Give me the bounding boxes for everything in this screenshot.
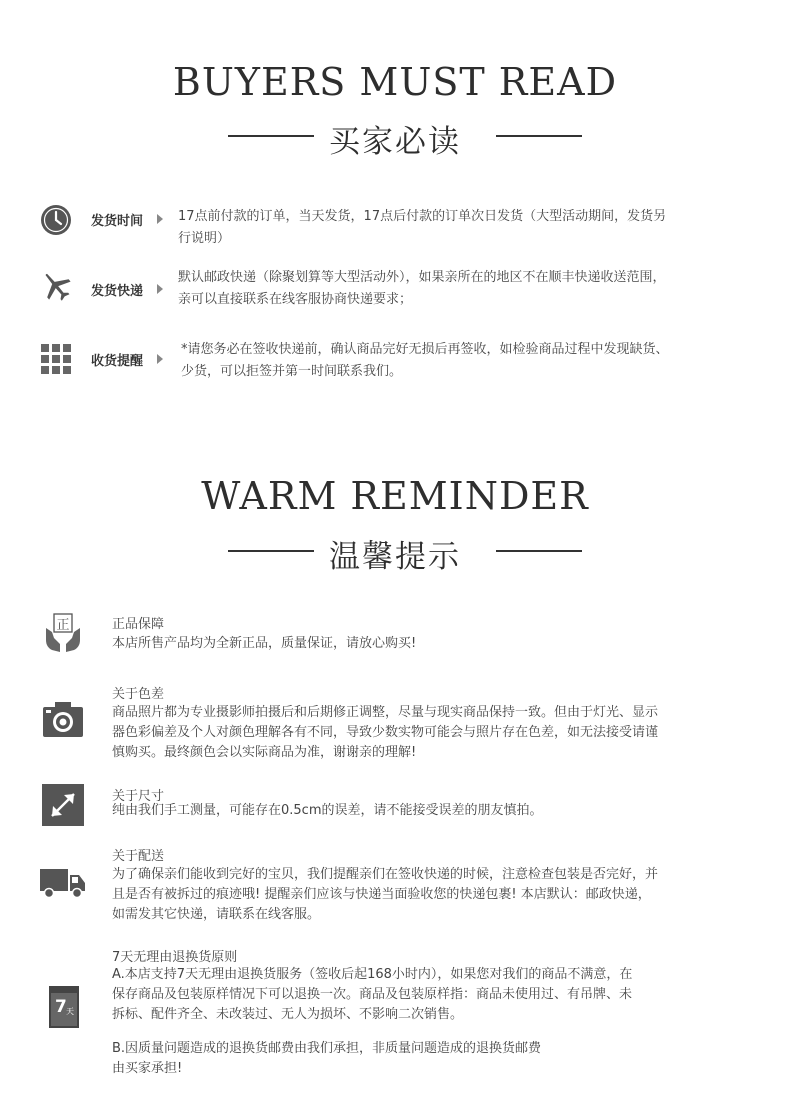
warm-title-zh: 温馨提示 bbox=[329, 539, 461, 575]
warm-item-text-b: B.因质量问题造成的退换货邮费由我们承担，非质量问题造成的退换货邮费 由买家承担! bbox=[112, 1041, 542, 1076]
title-divider-right bbox=[496, 135, 582, 137]
warm-item-text: 本店所售产品均为全新正品，质量保证，请放心购买! bbox=[112, 636, 417, 651]
resize-arrow-icon bbox=[40, 782, 86, 828]
buyers-text: 默认邮政快递（除聚划算等大型活动外），如果亲所在的地区不在顺丰快递收送范围， 亲可以直接联系在线客服协商快递要求； bbox=[178, 270, 666, 307]
buyers-text: 17点前付款的订单，当天发货，17点后付款的订单次日发货（大型活动期间，发货另 行说明） bbox=[178, 209, 667, 246]
warm-item-text-a: A.本店支持7天无理由退换货服务（签收后起168小时内），如果您对我们的商品不满意，在 保存商品及包装原样情况下可以退换一次。商品及包装原样指：商品未使用过、有吊牌、未 拆标、配件齐全、未改装过、无人为损坏、不影响二次销售。 bbox=[112, 967, 633, 1022]
airplane-icon bbox=[39, 269, 73, 303]
warm-item-delivery bbox=[0, 845, 790, 925]
warm-item-7-day-return bbox=[0, 944, 790, 1084]
buyers-item-delivery-time bbox=[0, 200, 790, 260]
buyers-label: 发货快递 bbox=[91, 284, 144, 299]
warm-item-title: 7天无理由退换货原则 bbox=[112, 950, 238, 965]
warm-item-color-difference bbox=[0, 683, 790, 763]
title-divider-right bbox=[496, 550, 582, 552]
arrow-right-icon bbox=[157, 214, 163, 224]
warm-item-title: 关于配送 bbox=[112, 849, 165, 864]
warm-item-text: 商品照片都为专业摄影师拍摄后和后期修正调整，尽量与现实商品保持一致。但由于灯光、显示 器色彩偏差及个人对颜色理解各有不同，导致少数实物可能会与照片存在色差，如无法接受请谨 慎购买。最终颜色会以实际商品为准，谢谢亲的理解! bbox=[112, 705, 659, 760]
clock-icon bbox=[39, 203, 73, 237]
buyers-text: *请您务必在签收快递前，确认商品完好无损后再签收，如检验商品过程中发现缺货、 少货，可以拒签并第一时间联系我们。 bbox=[181, 342, 669, 379]
warm-item-title: 关于色差 bbox=[112, 687, 165, 702]
arrow-right-icon bbox=[157, 354, 163, 364]
buyers-title-zh: 买家必读 bbox=[329, 124, 461, 160]
buyers-label: 收货提醒 bbox=[91, 354, 144, 369]
buyers-title-en: BUYERS MUST READ bbox=[172, 60, 618, 104]
buyers-item-receipt-reminder bbox=[0, 338, 790, 398]
buyers-item-courier bbox=[0, 265, 790, 325]
warm-item-title: 关于尺寸 bbox=[112, 789, 165, 804]
warm-item-authentic bbox=[0, 608, 790, 668]
warm-item-size bbox=[0, 782, 790, 842]
authentic-hands-icon bbox=[40, 610, 86, 656]
warm-item-text: 为了确保亲们能收到完好的宝贝，我们提醒亲们在签收快递的时候，注意检查包装是否完好，并 且是否有被拆过的痕迹哦! 提醒亲们应该与快递当面验收您的快递包裹! 本店默认：邮政快递， 如需发其它快递，请联系在线客服。 bbox=[112, 867, 659, 922]
grid-icon bbox=[39, 342, 73, 376]
warm-item-title: 正品保障 bbox=[112, 617, 165, 632]
arrow-right-icon bbox=[157, 284, 163, 294]
warm-title-en: WARM REMINDER bbox=[201, 474, 589, 518]
svg-text:正: 正 bbox=[56, 618, 70, 633]
warm-item-text: 纯由我们手工测量，可能存在0.5cm的误差，请不能接受误差的朋友慎拍。 bbox=[112, 803, 543, 818]
buyers-label: 发货时间 bbox=[91, 214, 144, 229]
seven-day-icon: 7 天 bbox=[49, 986, 79, 1028]
truck-icon bbox=[40, 859, 86, 905]
camera-icon bbox=[40, 697, 86, 743]
